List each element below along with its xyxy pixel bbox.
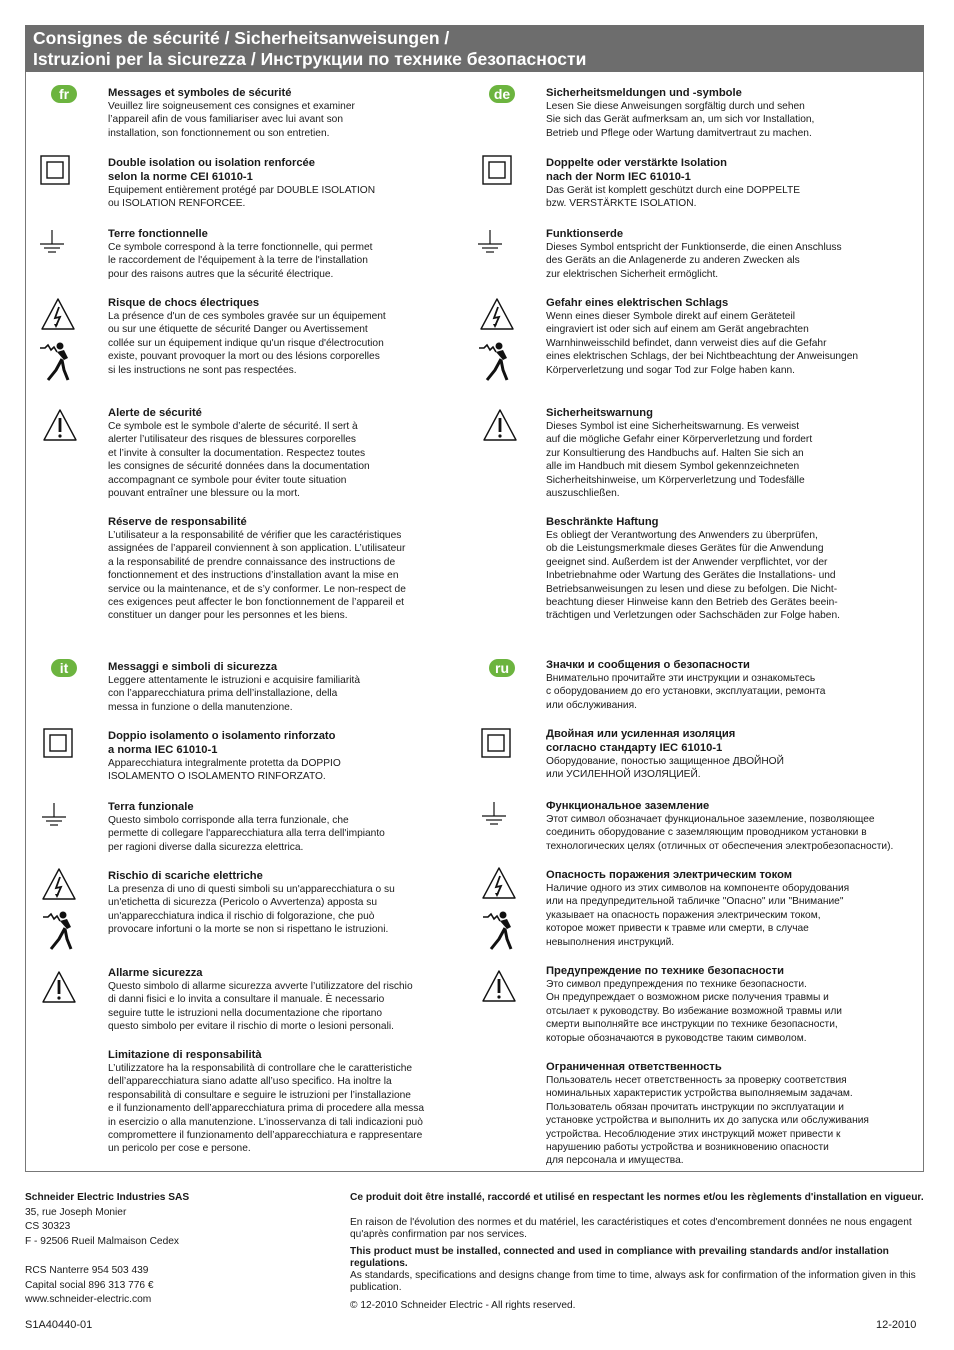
section-text-line: un'apparecchiatura indica il rischio di folgorazione, che può bbox=[108, 910, 375, 922]
functional-earth-icon bbox=[482, 802, 508, 828]
section-heading: Terra funzionale bbox=[108, 801, 194, 813]
electrocution-person-icon bbox=[41, 909, 77, 953]
section-text-line: Dieses Symbol ist eine Sicherheitswarnung. Es verweist bbox=[546, 421, 800, 432]
section-text-line: service ou la maintenance, et de s’y conformer. Le non-respect de bbox=[108, 583, 406, 595]
section-text-line: questo simbolo per evitare il rischio di morte o lesioni personali. bbox=[108, 1021, 394, 1033]
section-text-line: l’appareil afin de vous familiariser avec lui avant son bbox=[108, 114, 343, 126]
section-text-line: Ce symbole correspond à la terre fonctionnelle, qui permet bbox=[108, 242, 373, 253]
section-text-line: Пользователь обязан прочитать инструкции по эксплуатации и bbox=[546, 1101, 844, 1113]
section-heading: Alerte de sécurité bbox=[108, 407, 202, 419]
safety-alert-icon bbox=[42, 408, 78, 444]
section-text-line: les consignes de sécurité données dans la documentation bbox=[108, 461, 370, 473]
de-section-1 bbox=[546, 86, 906, 140]
section-text-line: Пользователь несет ответственность за проверку соответствия bbox=[546, 1075, 847, 1086]
section-heading: Risque de chocs électriques bbox=[108, 297, 260, 309]
section-text-line: или на предупредительной табличке "Опасно" или "Внимание" bbox=[546, 896, 844, 908]
section-heading: Doppio isolamento o isolamento rinforzato bbox=[108, 730, 336, 742]
section-text-line: di danni fisici e lo invita a consultare il manuale. È necessario bbox=[108, 994, 385, 1006]
de-section-6 bbox=[546, 515, 906, 623]
it-section-5 bbox=[108, 966, 468, 1034]
section-text-line: Equipement entièrement protégé par DOUBLE ISOLATION bbox=[108, 185, 376, 196]
section-text-line: технологических целях (отличных от обеспечения электробезопасности). bbox=[546, 840, 894, 852]
section-heading: Terre fonctionnelle bbox=[108, 228, 208, 240]
section-text-line: Оборудование, поностью защищенное ДВОЙНОЙ bbox=[546, 756, 784, 767]
title-bar bbox=[25, 25, 924, 72]
language-badge-ru: ru bbox=[489, 659, 515, 677]
section-text-line: La présence d'un de ces symboles gravée sur un équipement bbox=[108, 311, 386, 322]
it-section-6 bbox=[108, 1048, 468, 1156]
section-text-line: Questo simbolo di allarme sicurezza avverte l’utilizzatore del rischio bbox=[108, 981, 413, 992]
section-text-line: Это символ предупреждения по технике безопасности. bbox=[546, 979, 807, 990]
section-text-line: для персонала и имущества. bbox=[546, 1155, 684, 1167]
section-heading: согласно стандарту IEC 61010-1 bbox=[546, 742, 723, 754]
de-section-4 bbox=[546, 296, 906, 377]
legal-block bbox=[25, 1264, 154, 1308]
section-text-line: permette di collegare l'apparecchiatura alla terra dell'impianto bbox=[108, 828, 385, 840]
website-link[interactable]: www.schneider-electric.com bbox=[25, 1294, 152, 1305]
section-text-line: eines elektrischen Schlags, der bei Nichtbeachtung der Anweisungen bbox=[546, 351, 859, 363]
double-insulation-icon bbox=[43, 728, 75, 760]
section-text-line: et l’invite à consulter la documentation. Respectez toutes bbox=[108, 447, 366, 459]
language-badge-fr: fr bbox=[51, 85, 77, 103]
address-line: 35, rue Joseph Monier bbox=[25, 1206, 127, 1218]
section-heading: Rischio di scariche elettriche bbox=[108, 870, 263, 882]
section-text-line: Inbetriebnahme oder Wartung des Gerätes die Installations- und bbox=[546, 570, 836, 582]
section-text-line: un pericolo per cose e persone. bbox=[108, 1143, 251, 1155]
section-heading: Doppelte oder verstärkte Isolation bbox=[546, 157, 727, 169]
section-heading: Предупреждение по технике безопасности bbox=[546, 965, 784, 977]
section-text-line: номинальных характеристик устройства выполняемым задачам. bbox=[546, 1088, 853, 1100]
section-text-line: trächtigen und Verletzungen oder Sachschäden zur Folge haben. bbox=[546, 610, 840, 622]
section-text-line: или обслуживания. bbox=[546, 699, 637, 711]
double-insulation-icon bbox=[481, 728, 513, 760]
section-heading: Messages et symboles de sécurité bbox=[108, 87, 292, 99]
section-text-line: отсылает к руководству. Во избежание возможной травмы или bbox=[546, 1005, 842, 1017]
section-text-line: Sie sich das Gerät aufmerksam an, um sich vor Installation, bbox=[546, 114, 815, 126]
section-text-line: messa in funzione o della manutenzione. bbox=[108, 701, 293, 713]
section-text-line: zur Konsultierung des Handbuchs auf. Halten Sie sich an bbox=[546, 447, 804, 459]
safety-alert-icon bbox=[41, 970, 77, 1006]
section-text-line: которое может привести к травме или смерти, в случае bbox=[546, 923, 809, 935]
company-block bbox=[25, 1191, 189, 1249]
disclaimer-en-text: As standards, specifications and designs change from time to time, always ask for confirmation of the information given in this publication. bbox=[350, 1270, 916, 1294]
ru-section-3 bbox=[546, 799, 906, 853]
section-text-line: с оборудованием до его установки, эксплуатации, ремонта bbox=[546, 686, 826, 698]
ru-section-2 bbox=[546, 727, 906, 782]
double-insulation-icon bbox=[40, 155, 72, 187]
copyright: © 12-2010 Schneider Electric - All rights reserved. bbox=[350, 1300, 576, 1311]
fr-section-5 bbox=[108, 406, 468, 500]
section-text-line: in esercizio o alla manutenzione. L’inosservanza di tali indicazioni può bbox=[108, 1116, 423, 1128]
section-text-line: Körperverletzung und sogar Tod zur Folge haben kann. bbox=[546, 364, 796, 376]
it-section-4 bbox=[108, 869, 468, 937]
section-text-line: auf die mögliche Gefahr einer Körperverletzung und fordert bbox=[546, 434, 813, 446]
electric-shock-warning-icon bbox=[481, 866, 517, 902]
de-section-2 bbox=[546, 156, 906, 211]
disclaimer-fr-bold: Ce produit doit être installé, raccordé et utilisé en respectant les normes et/ou les règlements d'installation en vigueur. bbox=[350, 1192, 924, 1203]
section-heading: Beschränkte Haftung bbox=[546, 516, 659, 528]
functional-earth-icon bbox=[42, 803, 68, 829]
ru-section-4 bbox=[546, 868, 906, 949]
it-section-2 bbox=[108, 729, 468, 784]
electrocution-person-icon bbox=[481, 909, 517, 953]
de-section-3 bbox=[546, 227, 906, 281]
section-text-line: Wenn eines dieser Symbole direkt auf einem Geräteteil bbox=[546, 311, 795, 322]
section-text-line: нарушению работы устройства и возникновению опасности bbox=[546, 1142, 829, 1154]
section-heading: Réserve de responsabilité bbox=[108, 516, 247, 528]
section-text-line: responsabilità di consultare e seguire le istruzioni per l’installazione bbox=[108, 1089, 411, 1101]
section-text-line: ou ISOLATION RENFORCEE. bbox=[108, 198, 246, 210]
section-text-line: Он предупреждает о возможном риске получения травмы и bbox=[546, 992, 829, 1004]
section-text-line: assignées de l’appareil conviennent à son application. L’utilisateur bbox=[108, 543, 406, 555]
section-text-line: Betrieb und Pflege oder Wartung damitvertraut zu machen. bbox=[546, 127, 812, 139]
section-text-line: Sicherheitshinweise, um Körperverletzung und Todesfälle bbox=[546, 474, 805, 486]
section-text-line: ob die Leistungsmerkmale dieses Gerätes für die Anwendung bbox=[546, 543, 824, 555]
section-heading: nach der Norm IEC 61010-1 bbox=[546, 171, 691, 183]
section-text-line: constituer un danger pour les personnes et les biens. bbox=[108, 610, 348, 622]
section-text-line: pouvant entraîner une blessure ou la mort. bbox=[108, 488, 300, 500]
section-text-line: Veuillez lire soigneusement ces consignes et examiner bbox=[108, 101, 355, 112]
section-text-line: dell’apparecchiatura siano adatte all’uso specifico. Ha inoltre la bbox=[108, 1076, 392, 1088]
section-text-line: ISOLAMENTO O ISOLAMENTO RINFORZATO. bbox=[108, 771, 326, 783]
section-text-line: bzw. VERSTÄRKTE ISOLATION. bbox=[546, 198, 697, 210]
de-section-5 bbox=[546, 406, 906, 500]
section-text-line: L’utilisateur a la responsabilité de vérifier que les caractéristiques bbox=[108, 530, 402, 541]
section-text-line: L’utilizzatore ha la responsabilità di controllare che le caratteristiche bbox=[108, 1063, 413, 1074]
section-heading: Значки и сообщения о безопасности bbox=[546, 659, 750, 671]
section-text-line: e il funzionamento dell’apparecchiatura prima di procedere alla messa bbox=[108, 1103, 424, 1115]
section-text-line: указывает на опасность поражения электрическим током, bbox=[546, 909, 821, 921]
section-heading: Gefahr eines elektrischen Schlags bbox=[546, 297, 729, 309]
section-text-line: collée sur un équipement indique qu'un risque d'électrocution bbox=[108, 337, 384, 349]
language-badge-de: de bbox=[489, 85, 515, 103]
rcs-line: RCS Nanterre 954 503 439 bbox=[25, 1265, 149, 1276]
section-text-line: смерти выполняйте все инструкции по технике безопасности, bbox=[546, 1019, 838, 1031]
section-text-line: Ce symbole est le symbole d’alerte de sécurité. Il sert à bbox=[108, 421, 358, 432]
functional-earth-icon bbox=[478, 230, 504, 256]
page-title-line1: Consignes de sécurité / Sicherheitsanweisungen / bbox=[33, 28, 450, 48]
section-text-line: existe, pouvant provoquer la mort ou des lésions corporelles bbox=[108, 351, 380, 363]
section-text-line: provocare infortuni o la morte se non si rispettano le istruzioni. bbox=[108, 924, 389, 936]
section-text-line: Leggere attentamente le istruzioni e acquisire familiarità bbox=[108, 675, 360, 686]
section-heading: selon la norme CEI 61010-1 bbox=[108, 171, 253, 183]
section-text-line: Warnhinweisschild befindet, dann verweist dies auf die Gefahr bbox=[546, 337, 827, 349]
section-heading: Allarme sicurezza bbox=[108, 967, 203, 979]
fr-section-6 bbox=[108, 515, 468, 623]
page-title-line2: Istruzioni per la sicurezza / Инструкции по технике безопасности bbox=[33, 49, 587, 69]
language-badge-it: it bbox=[51, 659, 77, 677]
fr-section-3 bbox=[108, 227, 468, 281]
section-text-line: le raccordement de l'équipement à la terre de l'installation bbox=[108, 255, 368, 267]
section-text-line: Betriebsanweisungen zu lesen und diese zu befolgen. Die Nicht- bbox=[546, 583, 838, 595]
section-text-line: des Geräts an die Anlagenerde zu anderen Zwecken als bbox=[546, 255, 800, 267]
section-text-line: ou sur une étiquette de sécurité Danger ou Avertissement bbox=[108, 324, 368, 336]
ru-section-5 bbox=[546, 964, 906, 1045]
section-text-line: La presenza di uno di questi simboli su un'apparecchiatura o su bbox=[108, 884, 395, 895]
section-text-line: auszuschließen. bbox=[546, 488, 620, 500]
safety-alert-icon bbox=[482, 408, 518, 444]
electric-shock-warning-icon bbox=[479, 297, 515, 333]
section-text-line: Внимательно прочитайте эти инструкции и ознакомьтесь bbox=[546, 673, 816, 684]
fr-section-4 bbox=[108, 296, 468, 377]
section-heading: Опасность поражения электрическим током bbox=[546, 869, 793, 881]
section-text-line: per ragioni diverse dalla sicurezza elettrica. bbox=[108, 841, 304, 853]
address-line: CS 30323 bbox=[25, 1221, 71, 1232]
fr-section-2 bbox=[108, 156, 468, 211]
section-text-line: geeignet sind. Außerdem ist der Anwender verpflichtet, vor der bbox=[546, 556, 828, 568]
section-text-line: невыполнения инструкций. bbox=[546, 936, 675, 948]
section-text-line: un'etichetta di sicurezza (Pericolo o Avvertenza) apposta su bbox=[108, 897, 378, 909]
section-text-line: Dieses Symbol entspricht der Funktionserde, die einen Anschluss bbox=[546, 242, 842, 253]
section-text-line: устройства. Несоблюдение этих инструкций может привести к bbox=[546, 1128, 841, 1140]
section-heading: Double isolation ou isolation renforcée bbox=[108, 157, 315, 169]
section-text-line: Этот символ обозначает функциональное заземление, позволяющее bbox=[546, 814, 875, 825]
section-text-line: установке устройства и выполнить их до запуска или обслуживания bbox=[546, 1115, 869, 1127]
section-text-line: zur elektrischen Sicherheit ermöglicht. bbox=[546, 268, 719, 280]
section-heading: Limitazione di responsabilità bbox=[108, 1049, 262, 1061]
section-text-line: installation, son fonctionnement ou son entretien. bbox=[108, 127, 330, 139]
document-reference: S1A40440-01 bbox=[25, 1319, 93, 1331]
section-text-line: Наличие одного из этих символов на компоненте оборудования bbox=[546, 883, 850, 894]
section-text-line: fonctionnement et des instructions d’installation avant la mise en bbox=[108, 570, 399, 582]
section-text-line: si les instructions ne sont pas respectées. bbox=[108, 364, 297, 376]
section-text-line: Apparecchiatura integralmente protetta da DOPPIO bbox=[108, 758, 341, 769]
section-text-line: alerter l’utilisateur des risques de blessures corporelles bbox=[108, 434, 357, 446]
double-insulation-icon bbox=[482, 155, 514, 187]
section-heading: Funktionserde bbox=[546, 228, 624, 240]
section-heading: a norma IEC 61010-1 bbox=[108, 744, 218, 756]
disclaimer-en-bold: This product must be installed, connected and used in compliance with prevailing standards and/or installation regulations. bbox=[350, 1246, 889, 1270]
it-section-3 bbox=[108, 800, 468, 854]
section-text-line: соединить оборудование с заземляющим проводником установки в bbox=[546, 827, 867, 839]
section-text-line: seguire tutte le istruzioni nella documentazione che riportano bbox=[108, 1007, 383, 1019]
capital-line: Capital social 896 313 776 € bbox=[25, 1279, 154, 1291]
fr-section-1 bbox=[108, 86, 468, 140]
section-text-line: compromettere il funzionamento dell’apparecchiatura e rappresentare bbox=[108, 1130, 423, 1142]
section-text-line: pour des raisons autres que la sécurité électrique. bbox=[108, 268, 334, 280]
address-line: F - 92506 Rueil Malmaison Cedex bbox=[25, 1235, 180, 1247]
section-text-line: eingraviert ist oder sich auf einem am Gerät angebrachten bbox=[546, 324, 809, 336]
section-text-line: beachtung dieser Hinweise kann den Betrieb des Gerätes beein- bbox=[546, 597, 838, 609]
it-section-1 bbox=[108, 660, 468, 714]
safety-alert-icon bbox=[481, 969, 517, 1005]
section-heading: Sicherheitswarnung bbox=[546, 407, 653, 419]
electrocution-person-icon bbox=[477, 340, 513, 384]
electrocution-person-icon bbox=[38, 340, 74, 384]
section-heading: Функциональное заземление bbox=[546, 800, 710, 812]
section-text-line: Das Gerät ist komplett geschützt durch eine DOPPELTE bbox=[546, 185, 801, 196]
section-text-line: ces exigences peut affecter le bon fonctionnement de l’appareil et bbox=[108, 597, 405, 609]
section-heading: Sicherheitsmeldungen und -symbole bbox=[546, 87, 742, 99]
section-heading: Messaggi e simboli di sicurezza bbox=[108, 661, 278, 673]
functional-earth-icon bbox=[40, 230, 66, 256]
section-text-line: accompagnant ce symbole pour éviter toute situation bbox=[108, 474, 347, 486]
section-text-line: alle im Handbuch mit diesem Symbol gekennzeichneten bbox=[546, 461, 800, 473]
disclaimer-fr-text: En raison de l'évolution des normes et du matériel, les caractéristiques et cotes d'encombrement données ne nous engagent qu'après confirmation par nos services. bbox=[350, 1217, 912, 1241]
electric-shock-warning-icon bbox=[40, 297, 76, 333]
ru-section-6 bbox=[546, 1060, 906, 1168]
document-date: 12-2010 bbox=[876, 1319, 917, 1331]
section-text-line: a la responsabilité de prendre connaissance des instructions de bbox=[108, 556, 396, 568]
section-text-line: con l’apparecchiatura prima dell’installazione, della bbox=[108, 688, 338, 700]
company-name: Schneider Electric Industries SAS bbox=[25, 1192, 190, 1203]
section-text-line: Es obliegt der Verantwortung des Anwenders zu überprüfen, bbox=[546, 530, 818, 541]
electric-shock-warning-icon bbox=[41, 867, 77, 903]
section-text-line: Questo simbolo corrisponde alla terra funzionale, che bbox=[108, 815, 349, 826]
ru-section-1 bbox=[546, 658, 906, 712]
section-text-line: или УСИЛЕННОЙ ИЗОЛЯЦИЕЙ. bbox=[546, 769, 701, 781]
section-heading: Ограниченная ответственность bbox=[546, 1061, 722, 1073]
section-text-line: Lesen Sie diese Anweisungen sorgfältig durch und sehen bbox=[546, 101, 805, 112]
section-heading: Двойная или усиленная изоляция bbox=[546, 728, 736, 740]
section-text-line: которые обозначаются в руководстве таким символом. bbox=[546, 1032, 807, 1044]
